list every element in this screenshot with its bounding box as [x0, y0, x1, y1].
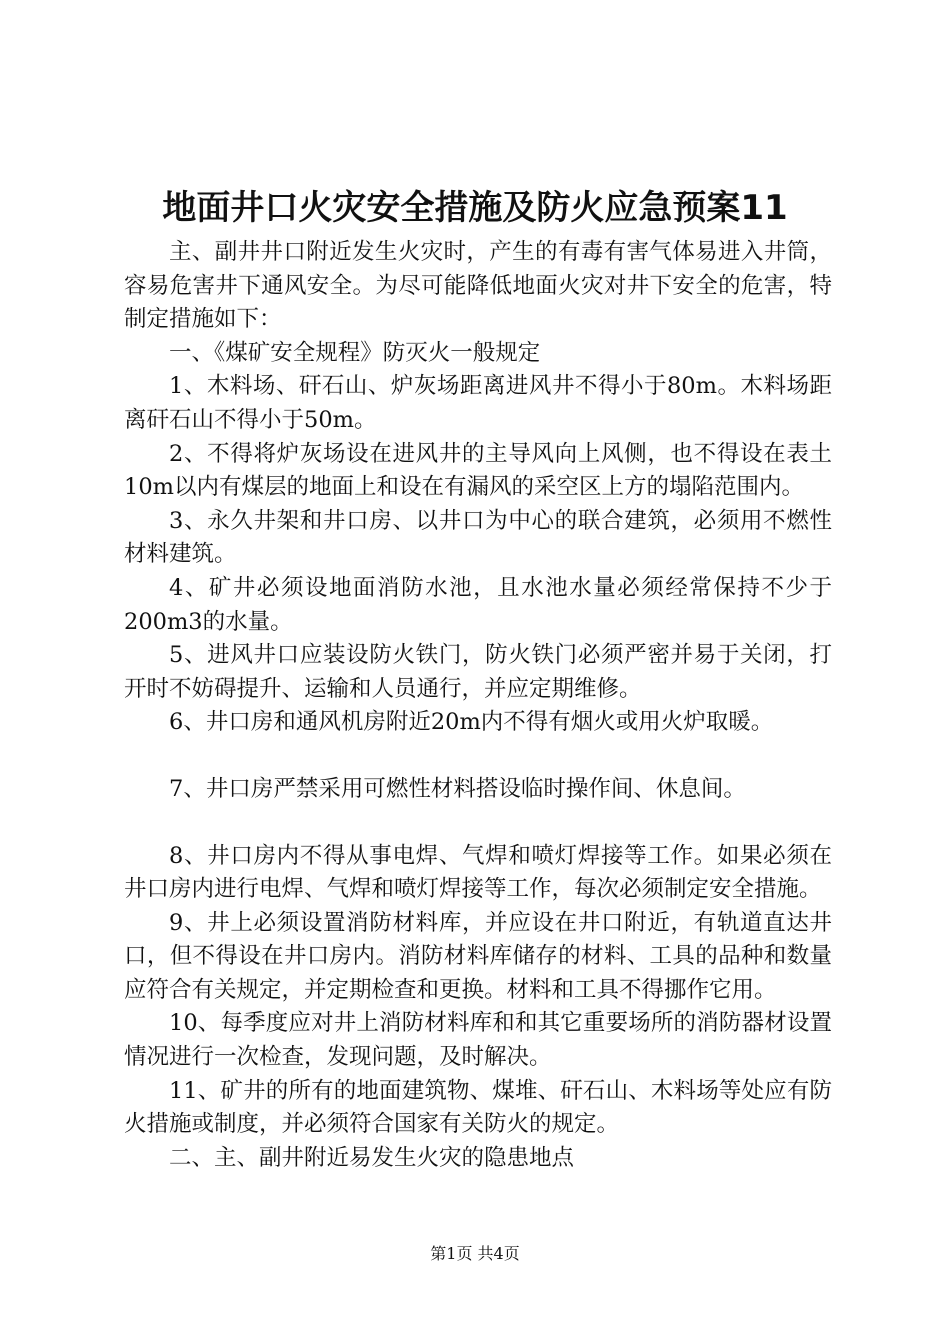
rule-item-8: 8、井口房内不得从事电焊、气焊和喷灯焊接等工作。如果必须在井口房内进行电焊、气焊和喷灯焊接等工作，每次必须制定安全措施。: [124, 842, 832, 903]
document-body: [124, 236, 832, 1175]
rule-item-1: 1、木料场、矸石山、炉灰场距离进风井不得小于80m。木料场距离矸石山不得小于50m。: [124, 373, 832, 433]
rule-item-9: 9、井上必须设置消防材料库，并应设在井口附近，有轨道直达井口，但不得设在井口房内。消防材料库储存的材料、工具的品种和数量应符合有关规定，并定期检查和更换。材料和工具不得挪作它用。: [124, 909, 832, 1003]
rule-item-11: 11、矿井的所有的地面建筑物、煤堆、矸石山、木料场等处应有防火措施或制度，并必须符合国家有关防火的规定。: [124, 1077, 832, 1138]
rule-item-10: 10、每季度应对井上消防材料库和和其它重要场所的消防器材设置情况进行一次检查，发现问题，及时解决。: [124, 1010, 832, 1071]
rule-item-6: 6、井口房和通风机房附近20m内不得有烟火或用火炉取暖。: [169, 709, 774, 736]
rule-item-7: 7、井口房严禁采用可燃性材料搭设临时操作间、休息间。: [169, 775, 746, 802]
rule-item-3: 3、永久井架和井口房、以井口为中心的联合建筑，必须用不燃性材料建筑。: [124, 507, 832, 568]
intro-paragraph: 主、副井井口附近发生火灾时，产生的有毒有害气体易进入井筒，容易危害井下通风安全。为尽可能降低地面火灾对井下安全的危害，特制定措施如下：: [124, 239, 832, 333]
rule-item-5: 5、进风井口应装设防火铁门，防火铁门必须严密并易于关闭，打开时不妨碍提升、运输和人员通行，并应定期维修。: [124, 642, 832, 702]
rule-item-2: 2、不得将炉灰场设在进风井的主导风向上风侧，也不得设在表土10m以内有煤层的地面上和设在有漏风的采空区上方的塌陷范围内。: [124, 440, 832, 501]
section-heading-1: 一、《煤矿安全规程》防灭火一般规定: [169, 339, 541, 366]
rule-item-4: 4、矿井必须设地面消防水池，且水池水量必须经常保持不少于200m3的水量。: [124, 574, 832, 635]
section-heading-2: 二、主、副井附近易发生火灾的隐患地点: [169, 1144, 575, 1171]
document-title: 地面井口火灾安全措施及防火应急预案11: [162, 188, 788, 228]
page-number: 第1页 共4页: [430, 1244, 520, 1263]
